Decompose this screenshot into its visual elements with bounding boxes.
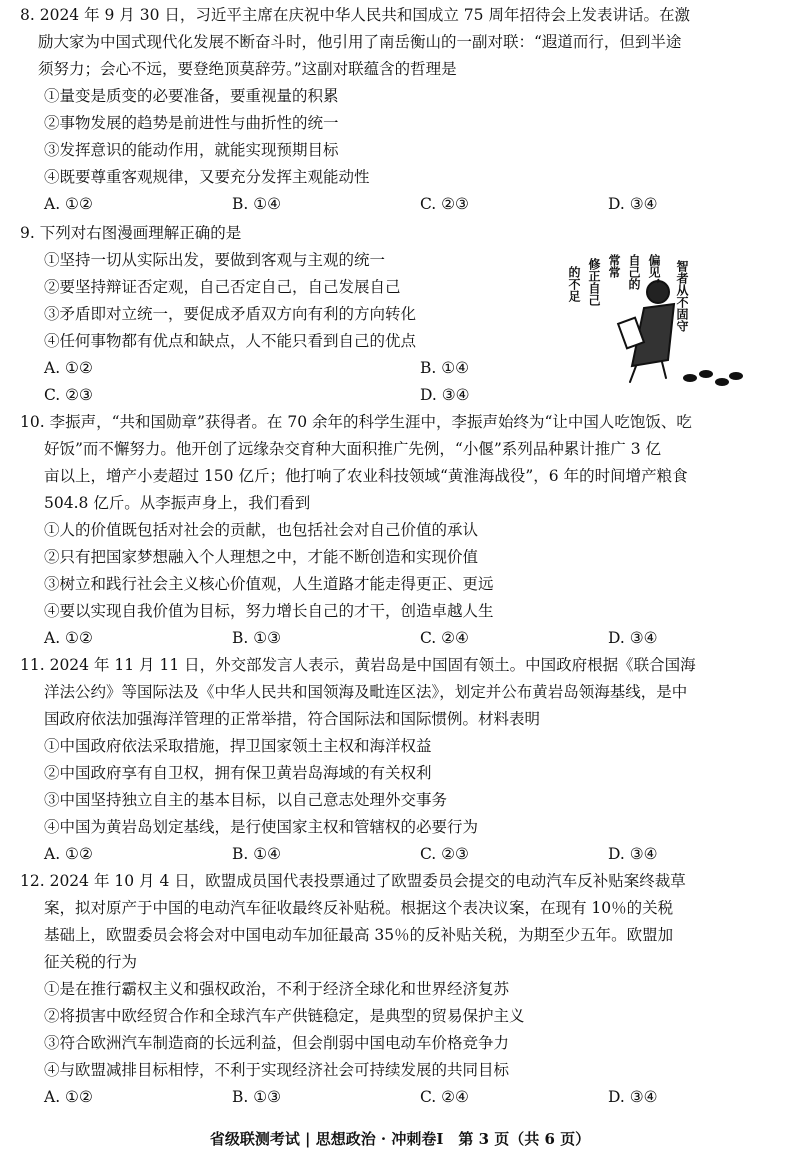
q12-stem-line-2: 案，拟对原产于中国的电动汽车征收最终反补贴税。根据这个表决议案，在现有 10％的关税 [44,899,674,917]
q9-item-2: ②要坚持辩证否定观，自己否定自己，自己发展自己 [44,278,401,296]
cartoon-text-3: 自己的 [627,254,641,290]
q8-item-1: ①量变是质变的必要准备，要重视量的积累 [44,87,339,105]
q12-item-1: ①是在推行霸权主义和强权政治，不利于经济全球化和世界经济复苏 [44,980,510,998]
q8-choice-a[interactable]: A. ①② [44,195,93,213]
footprint-1 [684,375,696,381]
q8-stem-line-2: 励大家为中国式现代化发展不断奋斗时，他引用了南岳衡山的一副对联：“遐道而行，但到半途 [38,33,682,51]
cartoon-text-6: 的不足 [567,266,581,302]
q9-choice-c[interactable]: C. ②③ [44,386,93,404]
q11-stem-line-3: 国政府依法加强海洋管理的正常举措，符合国际法和国际惯例。材料表明 [44,710,541,728]
q8-stem-line-1: 8. 2024 年 9 月 30 日，习近平主席在庆祝中华人民共和国成立 75 周年招待会上发表讲话。在激 [20,6,690,24]
q11-stem-line-1: 11. 2024 年 11 月 11 日，外交部发言人表示，黄岩岛是中国固有领土。中国政府根据《联合国海 [20,656,696,674]
q12-stem-line-4: 征关税的行为 [44,953,138,971]
q12-choice-d[interactable]: D. ③④ [608,1088,658,1106]
q12-choice-a[interactable]: A. ①② [44,1088,93,1106]
q10-stem-line-2: 好饭”而不懈努力。他开创了远缘杂交育种大面积推广先例，“小偃”系列品种累计推广 3 亿 [44,440,661,458]
q9-item-3: ③矛盾即对立统一，要促成矛盾双方向有利的方向转化 [44,305,417,323]
footprint-4 [730,373,742,379]
q10-choice-c[interactable]: C. ②④ [420,629,469,647]
q11-choice-d[interactable]: D. ③④ [608,845,658,863]
cartoon-figure-svg [567,248,780,398]
q12-item-3: ③符合欧洲汽车制造商的长远利益，但会削弱中国电动车价格竞争力 [44,1034,510,1052]
q9-choice-d[interactable]: D. ③④ [420,386,470,404]
q11-item-3: ③中国坚持独立自主的基本目标，以自己意志处理外交事务 [44,791,448,809]
q8-choice-b[interactable]: B. ①④ [232,195,282,213]
cartoon-illustration [567,248,780,398]
q10-choice-a[interactable]: A. ①② [44,629,93,647]
q10-stem-line-4: 504.8 亿斤。从李振声身上，我们看到 [44,494,311,512]
q10-item-2: ②只有把国家梦想融入个人理想之中，才能不断创造和实现价值 [44,548,479,566]
q10-choice-b[interactable]: B. ①③ [232,629,282,647]
cartoon-text-2: 偏见， [647,254,661,290]
q8-choice-c[interactable]: C. ②③ [420,195,469,213]
footprint-2 [700,371,712,377]
q9-choice-b[interactable]: B. ①④ [420,359,470,377]
q11-item-2: ②中国政府享有自卫权，拥有保卫黄岩岛海域的有关权利 [44,764,432,782]
q11-choice-c[interactable]: C. ②③ [420,845,469,863]
q12-choice-b[interactable]: B. ①③ [232,1088,282,1106]
q8-item-2: ②事物发展的趋势是前进性与曲折性的统一 [44,114,339,132]
q12-stem-line-1: 12. 2024 年 10 月 4 日，欧盟成员国代表投票通过了欧盟委员会提交的电动汽车反补贴案终裁草 [20,872,686,890]
q11-choice-a[interactable]: A. ①② [44,845,93,863]
q11-item-4: ④中国为黄岩岛划定基线，是行使国家主权和管辖权的必要行为 [44,818,479,836]
q10-item-3: ③树立和践行社会主义核心价值观，人生道路才能走得更正、更远 [44,575,494,593]
q9-stem-line-1: 9. 下列对右图漫画理解正确的是 [20,224,242,242]
q10-choice-d[interactable]: D. ③④ [608,629,658,647]
q8-choice-d[interactable]: D. ③④ [608,195,658,213]
cartoon-text-4: 常常 [607,254,621,278]
q10-stem-line-1: 10. 李振声，“共和国勋章”获得者。在 70 余年的科学生涯中，李振声始终为“让中国人吃饱饭、吃 [20,413,692,431]
cartoon-text-5: 修正自己 [587,258,601,306]
q12-item-2: ②将损害中欧经贸合作和全球汽车产供链稳定，是典型的贸易保护主义 [44,1007,525,1025]
q11-item-1: ①中国政府依法采取措施，捍卫国家领土主权和海洋权益 [44,737,432,755]
cartoon-text-1: 智者从不固守 [675,260,689,332]
q10-stem-line-3: 亩以上，增产小麦超过 150 亿斤；他打响了农业科技领域“黄淮海战役”，6 年的时间增产粮食 [44,467,688,485]
q11-stem-line-2: 洋法公约》等国际法及《中华人民共和国领海及毗连区法》，划定并公布黄岩岛领海基线，是中 [44,683,688,701]
q11-choice-b[interactable]: B. ①④ [232,845,282,863]
footprint-3 [716,379,728,385]
q8-item-4: ④既要尊重客观规律，又要充分发挥主观能动性 [44,168,370,186]
q10-item-4: ④要以实现自我价值为目标，努力增长自己的才干，创造卓越人生 [44,602,494,620]
q8-stem-line-3: 须努力；会心不远，要登绝顶莫辞劳。”这副对联蕴含的哲理是 [38,60,457,78]
q9-item-1: ①坚持一切从实际出发，要做到客观与主观的统一 [44,251,386,269]
q8-item-3: ③发挥意识的能动作用，就能实现预期目标 [44,141,339,159]
q9-choice-a[interactable]: A. ①② [44,359,93,377]
q12-item-4: ④与欧盟减排目标相悖，不利于实现经济社会可持续发展的共同目标 [44,1061,510,1079]
page-footer: 省级联测考试 | 思想政治 · 冲刺卷Ⅰ 第 3 页（共 6 页） [209,1130,591,1148]
q9-item-4: ④任何事物都有优点和缺点，人不能只看到自己的优点 [44,332,417,350]
q12-choice-c[interactable]: C. ②④ [420,1088,469,1106]
q12-stem-line-3: 基础上，欧盟委员会将会对中国电动车加征最高 35％的反补贴关税，为期至少五年。欧盟加 [44,926,674,944]
q10-item-1: ①人的价值既包括对社会的贡献，也包括社会对自己价值的承认 [44,521,479,539]
